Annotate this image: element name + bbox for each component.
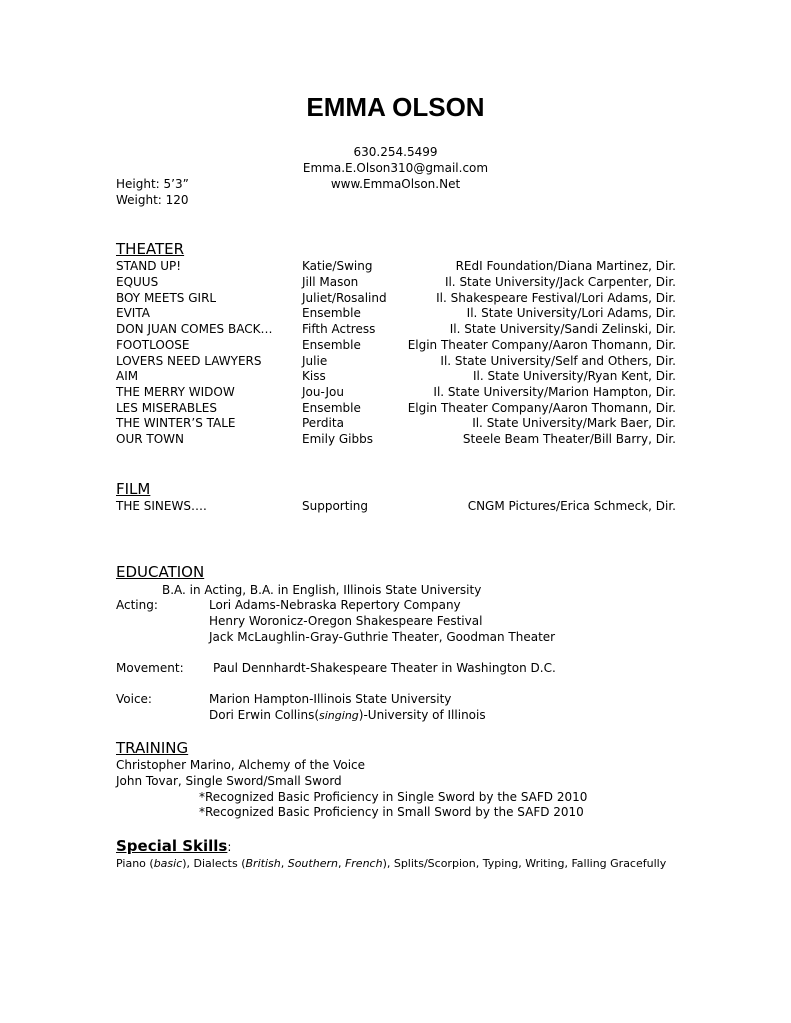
training-line: Christopher Marino, Alchemy of the Voice [116, 758, 366, 772]
film-row [116, 499, 676, 514]
theater-row [116, 338, 676, 353]
credit-company: Elgin Theater Company/Aaron Thomann, Dir. [407, 401, 676, 415]
education-heading: EDUCATION [116, 563, 205, 581]
skills-fragment: basic [153, 857, 183, 870]
credit-role: Ensemble [302, 306, 361, 320]
credit-title: THE MERRY WIDOW [116, 385, 235, 399]
movement-teacher: Paul Dennhardt-Shakespeare Theater in Washington D.C. [213, 661, 556, 675]
credit-title: STAND UP! [116, 259, 182, 273]
acting-label: Acting: [116, 598, 158, 612]
credit-role: Juliet/Rosalind [302, 291, 387, 305]
credit-role: Katie/Swing [302, 259, 373, 273]
voice-label: Voice: [116, 692, 152, 706]
credit-title: FOOTLOOSE [116, 338, 190, 352]
credit-role: Supporting [302, 499, 368, 513]
voice-teacher-name: Dori Erwin Collins( [209, 708, 320, 722]
theater-row [116, 291, 676, 306]
skills-fragment: ), Dialects ( [182, 857, 246, 870]
theater-row [116, 275, 676, 290]
credit-title: BOY MEETS GIRL [116, 291, 217, 305]
credit-title: LOVERS NEED LAWYERS [116, 354, 262, 368]
training-line: *Recognized Basic Proficiency in Single Sword by the SAFD 2010 [199, 790, 588, 804]
acting-teacher: Henry Woronicz-Oregon Shakespeare Festival [209, 614, 483, 628]
credit-role: Jill Mason [302, 275, 359, 289]
skills-fragment: Piano ( [116, 857, 154, 870]
credit-title: DON JUAN COMES BACK… [116, 322, 273, 336]
voice-teacher-note: singing [319, 709, 359, 722]
voice-teacher-school: )-University of Illinois [358, 708, 486, 722]
website: www.EmmaOlson.Net [330, 177, 461, 191]
credit-role: Ensemble [302, 338, 361, 352]
acting-teacher: Lori Adams-Nebraska Repertory Company [209, 598, 461, 612]
credit-company: REdI Foundation/Diana Martinez, Dir. [455, 259, 676, 273]
credit-role: Emily Gibbs [302, 432, 373, 446]
training-heading: TRAINING [116, 739, 189, 757]
credit-company: Elgin Theater Company/Aaron Thomann, Dir. [407, 338, 676, 352]
email: Emma.E.Olson310@gmail.com [302, 161, 489, 175]
training-line: John Tovar, Single Sword/Small Sword [116, 774, 342, 788]
skills-fragment: British [245, 857, 281, 870]
theater-row [116, 432, 676, 447]
voice-teacher [209, 708, 486, 722]
credit-company: Il. State University/Marion Hampton, Dir. [433, 385, 676, 399]
skills-heading-wrap [116, 836, 231, 855]
phone: 630.254.5499 [353, 145, 438, 159]
credit-title: AIM [116, 369, 139, 383]
credit-title: LES MISERABLES [116, 401, 217, 415]
theater-row [116, 322, 676, 337]
credit-role: Kiss [302, 369, 326, 383]
credit-title: EVITA [116, 306, 150, 320]
theater-heading: THEATER [116, 240, 185, 258]
credit-role: Perdita [302, 416, 344, 430]
theater-row [116, 401, 676, 416]
credit-company: CNGM Pictures/Erica Schmeck, Dir. [467, 499, 676, 513]
skills-fragment: , [280, 857, 288, 870]
credit-title: THE WINTER’S TALE [116, 416, 236, 430]
movement-label: Movement: [116, 661, 184, 675]
resume-name: EMMA OLSON [306, 92, 485, 122]
acting-teacher: Jack McLaughlin-Gray-Guthrie Theater, Goodman Theater [209, 630, 556, 644]
credit-role: Julie [302, 354, 328, 368]
credit-company: Il. State University/Jack Carpenter, Dir. [444, 275, 676, 289]
credit-company: Il. State University/Ryan Kent, Dir. [472, 369, 676, 383]
credit-role: Jou-Jou [302, 385, 344, 399]
theater-row [116, 354, 676, 369]
skills-heading-colon: : [227, 840, 232, 854]
weight: Weight: 120 [116, 193, 189, 207]
skills-text [116, 856, 676, 871]
degree: B.A. in Acting, B.A. in English, Illinois State University [162, 583, 482, 597]
credit-role: Fifth Actress [302, 322, 376, 336]
credit-company: Il. State University/Self and Others, Dir. [440, 354, 676, 368]
credit-company: Il. State University/Lori Adams, Dir. [466, 306, 676, 320]
credit-company: Il. State University/Sandi Zelinski, Dir. [449, 322, 676, 336]
theater-row [116, 369, 676, 384]
training-line: *Recognized Basic Proficiency in Small Sword by the SAFD 2010 [199, 805, 584, 819]
credit-role: Ensemble [302, 401, 361, 415]
credit-company: Il. State University/Mark Baer, Dir. [472, 416, 676, 430]
credit-company: Steele Beam Theater/Bill Barry, Dir. [462, 432, 676, 446]
skills-fragment: , [337, 857, 345, 870]
theater-row [116, 259, 676, 274]
height: Height: 5’3” [116, 177, 189, 191]
skills-fragment: French [344, 857, 383, 870]
credit-company: Il. Shakespeare Festival/Lori Adams, Dir. [436, 291, 676, 305]
film-heading: FILM [116, 480, 151, 498]
theater-row [116, 306, 676, 321]
credit-title: EQUUS [116, 275, 159, 289]
skills-heading: Special Skills [116, 837, 228, 855]
voice-teacher: Marion Hampton-Illinois State University [209, 692, 452, 706]
credit-title: OUR TOWN [116, 432, 184, 446]
theater-row [116, 385, 676, 400]
skills-fragment: Southern [287, 857, 338, 870]
skills-fragment: ), Splits/Scorpion, Typing, Writing, Falling Gracefully [382, 857, 667, 870]
theater-row [116, 416, 676, 431]
credit-title: THE SINEWS…. [116, 499, 207, 513]
